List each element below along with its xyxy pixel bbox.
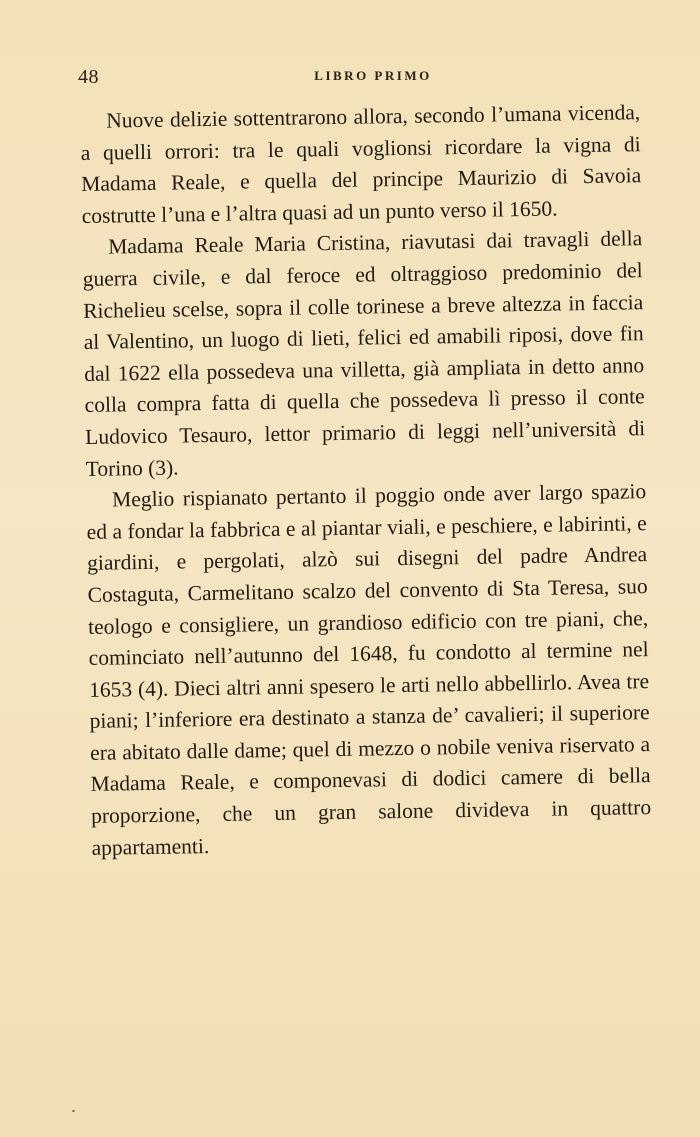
paragraph-2: Madama Reale Maria Cristina, riavutasi dai travagli della guerra civile, e dal feroce ed oltraggioso predominio del Richelieu scelse, sopra il colle torinese a breve altezza in faccia al Valentino, un luogo di lieti, felici ed amabili riposi, dove fin dal 1622 ella possedeva una villetta, già ampliata in detto anno colla compra fatta di quella che possedeva lì presso il conte Ludovico Tesauro, lettor primario di leggi nell’università di Torino (3). xyxy=(82,226,646,481)
paper-speck xyxy=(72,1110,75,1112)
body-text xyxy=(80,97,652,864)
running-head: LIBRO PRIMO xyxy=(314,68,432,83)
paragraph-3: Meglio rispianato pertanto il poggio onde aver largo spazio ed a fondar la fabbrica e al piantar viali, e peschiere, e labirinti, e giardini, e pergolati, alzò sui disegni del padre Andrea Costaguta, Carmelitano scalzo del convento di Sta Teresa, suo teologo e consigliere, un grandioso edificio con tre piani, che, cominciato nell’autunno del 1648, fu condotto al termine nel 1653 (4). Dieci altri anni spesero le arti nello abbellirlo. Avea tre piani; l’inferiore era destinato a stanza de’ cavalieri; il superiore era abitato dalle dame; quel di mezzo o nobile veniva riservato a Madama Reale, e componevasi di dodici camere di bella proporzione, che un gran salone divideva in quattro appartamenti. xyxy=(86,479,652,860)
page-number: 48 xyxy=(78,66,99,88)
paragraph-1: Nuove delizie sottentrarono allora, secondo l’umana vicenda, a quelli orrori: tra le quali voglionsi ricordare la vigna di Madama Reale, e quella del principe Maurizio di Savoia costrutte l’una e l’altra quasi ad un punto verso il 1650. xyxy=(80,100,642,228)
page-header xyxy=(78,66,642,94)
